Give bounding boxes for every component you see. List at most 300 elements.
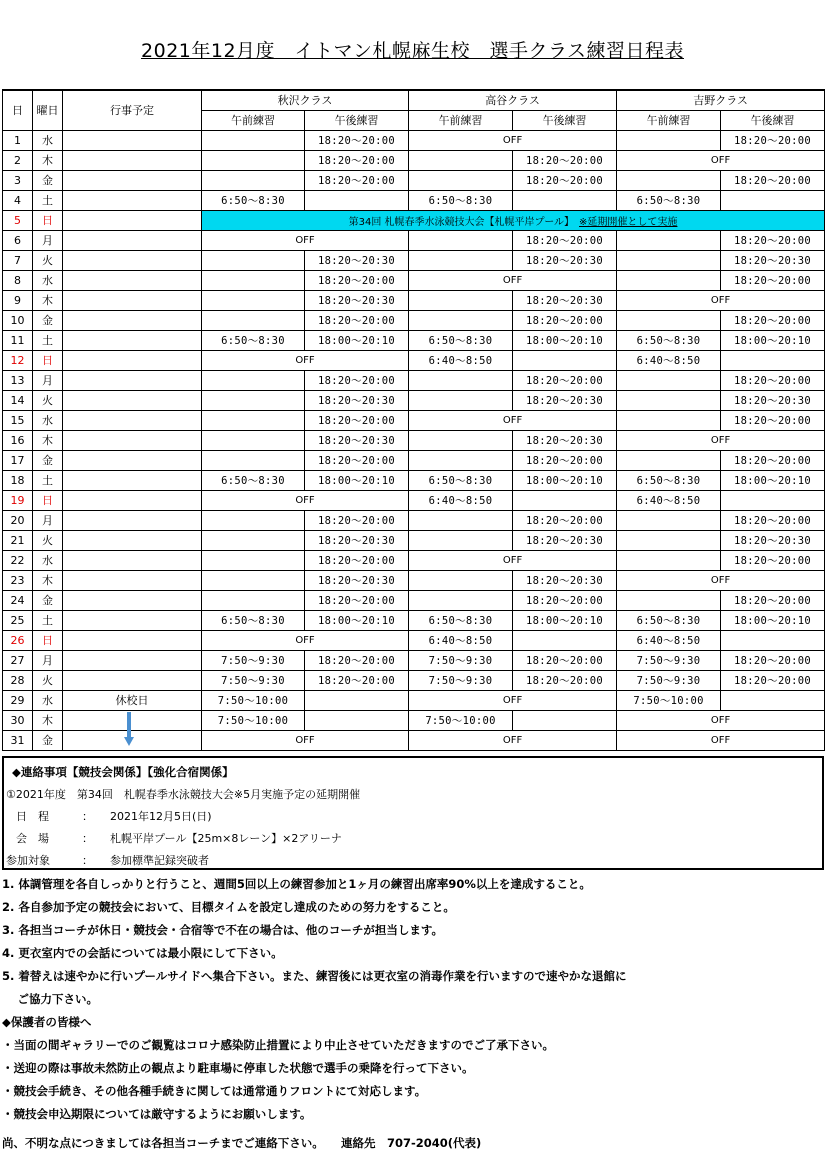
parents-heading: ◆保護者の皆様へ bbox=[2, 1015, 92, 1029]
pm-cell: 18:00～20:10 bbox=[721, 470, 825, 490]
weekday-cell: 水 bbox=[33, 550, 63, 570]
contact-detail-venue bbox=[16, 830, 342, 846]
am-cell bbox=[202, 510, 305, 530]
table-row bbox=[3, 610, 825, 630]
pm-cell: 18:20～20:00 bbox=[721, 670, 825, 690]
off-cell: OFF bbox=[617, 290, 825, 310]
header-pm: 午後練習 bbox=[721, 110, 825, 130]
contact-detail-schedule bbox=[16, 808, 212, 824]
off-cell: OFF bbox=[409, 270, 617, 290]
header-pm: 午後練習 bbox=[513, 110, 617, 130]
off-cell: OFF bbox=[202, 630, 409, 650]
pm-cell bbox=[721, 190, 825, 210]
event-cell bbox=[63, 230, 202, 250]
day-cell: 11 bbox=[3, 330, 33, 350]
day-cell: 18 bbox=[3, 470, 33, 490]
table-row bbox=[3, 270, 825, 290]
pm-cell bbox=[721, 630, 825, 650]
detail-colon: ： bbox=[82, 832, 93, 845]
pm-cell: 18:20～20:30 bbox=[305, 250, 409, 270]
pm-cell: 18:20～20:00 bbox=[721, 270, 825, 290]
table-row bbox=[3, 190, 825, 210]
event-cell bbox=[63, 210, 202, 230]
note-line: 2. 各自参加予定の競技会において、目標タイムを設定し達成のための努力をすること。 bbox=[2, 900, 455, 914]
am-cell bbox=[202, 310, 305, 330]
am-cell bbox=[617, 130, 721, 150]
weekday-cell: 土 bbox=[33, 190, 63, 210]
table-row bbox=[3, 550, 825, 570]
am-cell bbox=[409, 370, 513, 390]
pm-cell: 18:20～20:00 bbox=[305, 510, 409, 530]
pm-cell: 18:20～20:00 bbox=[721, 130, 825, 150]
am-cell bbox=[202, 450, 305, 470]
am-cell: 6:50～8:30 bbox=[202, 190, 305, 210]
table-row bbox=[3, 490, 825, 510]
off-cell: OFF bbox=[617, 570, 825, 590]
pm-cell: 18:20～20:30 bbox=[513, 430, 617, 450]
event-banner-text: 第34回 札幌春季水泳競技大会【札幌平岸プール】 bbox=[348, 216, 570, 228]
pm-cell: 18:20～20:00 bbox=[721, 310, 825, 330]
pm-cell bbox=[305, 690, 409, 710]
am-cell bbox=[202, 430, 305, 450]
day-cell: 24 bbox=[3, 590, 33, 610]
weekday-cell: 水 bbox=[33, 690, 63, 710]
event-cell bbox=[63, 370, 202, 390]
table-row bbox=[3, 690, 825, 710]
day-cell: 22 bbox=[3, 550, 33, 570]
pm-cell: 18:20～20:00 bbox=[513, 450, 617, 470]
pm-cell: 18:20～20:00 bbox=[513, 150, 617, 170]
pm-cell: 18:20～20:30 bbox=[305, 430, 409, 450]
am-cell bbox=[202, 370, 305, 390]
am-cell bbox=[617, 510, 721, 530]
off-cell: OFF bbox=[409, 730, 617, 750]
off-cell: OFF bbox=[202, 230, 409, 250]
day-cell: 27 bbox=[3, 650, 33, 670]
am-cell bbox=[202, 390, 305, 410]
table-row bbox=[3, 650, 825, 670]
pm-cell bbox=[513, 350, 617, 370]
day-cell: 30 bbox=[3, 710, 33, 730]
pm-cell: 18:20～20:00 bbox=[513, 310, 617, 330]
off-cell: OFF bbox=[409, 130, 617, 150]
weekday-cell: 日 bbox=[33, 630, 63, 650]
pm-cell: 18:20～20:00 bbox=[305, 370, 409, 390]
header-pm: 午後練習 bbox=[305, 110, 409, 130]
day-cell: 8 bbox=[3, 270, 33, 290]
day-cell: 26 bbox=[3, 630, 33, 650]
am-cell bbox=[409, 530, 513, 550]
header-weekday: 曜日 bbox=[33, 90, 63, 130]
pm-cell: 18:20～20:30 bbox=[513, 390, 617, 410]
table-row bbox=[3, 130, 825, 150]
weekday-cell: 日 bbox=[33, 490, 63, 510]
pm-cell: 18:20～20:30 bbox=[513, 570, 617, 590]
am-cell: 7:50～9:30 bbox=[202, 650, 305, 670]
pm-cell: 18:20～20:00 bbox=[513, 510, 617, 530]
pm-cell bbox=[513, 710, 617, 730]
pm-cell: 18:20～20:00 bbox=[721, 590, 825, 610]
pm-cell: 18:00～20:10 bbox=[513, 610, 617, 630]
day-cell: 14 bbox=[3, 390, 33, 410]
pm-cell: 18:20～20:00 bbox=[305, 550, 409, 570]
am-cell bbox=[409, 230, 513, 250]
pm-cell: 18:20～20:00 bbox=[305, 450, 409, 470]
event-cell bbox=[63, 490, 202, 510]
pm-cell: 18:00～20:10 bbox=[305, 610, 409, 630]
pm-cell: 18:20～20:30 bbox=[721, 530, 825, 550]
am-cell bbox=[409, 570, 513, 590]
am-cell bbox=[202, 410, 305, 430]
day-cell: 10 bbox=[3, 310, 33, 330]
event-cell bbox=[63, 410, 202, 430]
header-class-takaya: 高谷クラス bbox=[409, 90, 617, 110]
day-cell: 12 bbox=[3, 350, 33, 370]
off-cell: OFF bbox=[202, 490, 409, 510]
pm-cell: 18:20～20:30 bbox=[305, 570, 409, 590]
pm-cell: 18:20～20:30 bbox=[513, 530, 617, 550]
am-cell bbox=[202, 590, 305, 610]
header-am: 午前練習 bbox=[202, 110, 305, 130]
weekday-cell: 水 bbox=[33, 270, 63, 290]
event-cell bbox=[63, 430, 202, 450]
am-cell: 6:50～8:30 bbox=[617, 470, 721, 490]
am-cell bbox=[617, 590, 721, 610]
pm-cell: 18:20～20:00 bbox=[513, 230, 617, 250]
day-cell: 17 bbox=[3, 450, 33, 470]
am-cell bbox=[617, 170, 721, 190]
off-cell: OFF bbox=[617, 710, 825, 730]
pm-cell: 18:20～20:30 bbox=[305, 530, 409, 550]
weekday-cell: 土 bbox=[33, 610, 63, 630]
down-arrow-icon bbox=[124, 712, 134, 746]
am-cell bbox=[409, 390, 513, 410]
note-line: ご協力下さい。 bbox=[2, 992, 99, 1006]
event-cell bbox=[63, 510, 202, 530]
detail-label: 日 程 bbox=[16, 810, 49, 823]
pm-cell: 18:20～20:00 bbox=[721, 450, 825, 470]
pm-cell: 18:20～20:00 bbox=[513, 650, 617, 670]
table-row bbox=[3, 150, 825, 170]
table-row bbox=[3, 390, 825, 410]
table-row bbox=[3, 210, 825, 230]
am-cell bbox=[409, 150, 513, 170]
detail-colon: ： bbox=[82, 854, 93, 867]
am-cell bbox=[202, 270, 305, 290]
detail-colon: ： bbox=[82, 810, 93, 823]
off-cell: OFF bbox=[617, 430, 825, 450]
pm-cell: 18:20～20:00 bbox=[721, 230, 825, 250]
event-cell bbox=[63, 470, 202, 490]
event-cell bbox=[63, 670, 202, 690]
event-cell bbox=[63, 610, 202, 630]
pm-cell: 18:00～20:10 bbox=[305, 330, 409, 350]
weekday-cell: 月 bbox=[33, 510, 63, 530]
off-cell: OFF bbox=[409, 410, 617, 430]
am-cell bbox=[617, 370, 721, 390]
am-cell bbox=[617, 530, 721, 550]
am-cell bbox=[617, 450, 721, 470]
am-cell bbox=[617, 310, 721, 330]
contact-item-1: ①2021年度 第34回 札幌春季水泳競技大会※5月実施予定の延期開催 bbox=[6, 788, 361, 801]
event-cell bbox=[63, 530, 202, 550]
day-cell: 7 bbox=[3, 250, 33, 270]
pm-cell: 18:20～20:30 bbox=[305, 290, 409, 310]
table-row bbox=[3, 330, 825, 350]
pm-cell bbox=[513, 630, 617, 650]
weekday-cell: 火 bbox=[33, 390, 63, 410]
schedule-body bbox=[3, 130, 825, 750]
am-cell: 6:50～8:30 bbox=[409, 470, 513, 490]
day-cell: 23 bbox=[3, 570, 33, 590]
day-cell: 9 bbox=[3, 290, 33, 310]
pm-cell: 18:20～20:30 bbox=[305, 390, 409, 410]
am-cell bbox=[617, 410, 721, 430]
day-cell: 20 bbox=[3, 510, 33, 530]
am-cell bbox=[409, 290, 513, 310]
am-cell bbox=[617, 270, 721, 290]
table-row bbox=[3, 370, 825, 390]
pm-cell: 18:20～20:00 bbox=[721, 550, 825, 570]
weekday-cell: 木 bbox=[33, 430, 63, 450]
weekday-cell: 日 bbox=[33, 350, 63, 370]
table-row bbox=[3, 590, 825, 610]
am-cell: 7:50～10:00 bbox=[202, 710, 305, 730]
am-cell: 7:50～9:30 bbox=[202, 670, 305, 690]
am-cell bbox=[202, 130, 305, 150]
weekday-cell: 木 bbox=[33, 290, 63, 310]
day-cell: 16 bbox=[3, 430, 33, 450]
am-cell: 7:50～9:30 bbox=[409, 670, 513, 690]
am-cell: 7:50～9:30 bbox=[617, 650, 721, 670]
am-cell bbox=[617, 550, 721, 570]
table-row bbox=[3, 290, 825, 310]
event-cell bbox=[63, 390, 202, 410]
event-cell: 休校日 bbox=[63, 690, 202, 710]
event-cell bbox=[63, 590, 202, 610]
event-cell bbox=[63, 350, 202, 370]
detail-label: 会 場 bbox=[16, 832, 49, 845]
weekday-cell: 木 bbox=[33, 570, 63, 590]
note-line: 3. 各担当コーチが休日・競技会・合宿等で不在の場合は、他のコーチが担当します。 bbox=[2, 923, 443, 937]
pm-cell: 18:20～20:00 bbox=[305, 650, 409, 670]
am-cell bbox=[617, 250, 721, 270]
event-cell bbox=[63, 150, 202, 170]
pm-cell bbox=[513, 490, 617, 510]
pm-cell: 18:20～20:00 bbox=[305, 170, 409, 190]
pm-cell: 18:20～20:00 bbox=[513, 170, 617, 190]
note-line: 1. 体調管理を各自しっかりと行うこと、週間5回以上の練習参加と1ヶ月の練習出席率90%以上を達成すること。 bbox=[2, 877, 591, 891]
weekday-cell: 火 bbox=[33, 530, 63, 550]
pm-cell: 18:20～20:00 bbox=[305, 590, 409, 610]
note-line: ・当面の間ギャラリーでのご観覧はコロナ感染防止措置により中止させていただきますのでご了承下さい。 bbox=[2, 1038, 554, 1052]
event-cell bbox=[63, 330, 202, 350]
pm-cell: 18:00～20:10 bbox=[513, 470, 617, 490]
note-line: 4. 更衣室内での会話については最小限にして下さい。 bbox=[2, 946, 283, 960]
am-cell: 6:50～8:30 bbox=[202, 470, 305, 490]
am-cell bbox=[202, 530, 305, 550]
am-cell: 6:50～8:30 bbox=[409, 190, 513, 210]
event-cell bbox=[63, 270, 202, 290]
header-events: 行事予定 bbox=[63, 90, 202, 130]
am-cell bbox=[202, 550, 305, 570]
pm-cell: 18:20～20:00 bbox=[513, 370, 617, 390]
pm-cell: 18:20～20:30 bbox=[721, 390, 825, 410]
day-cell: 21 bbox=[3, 530, 33, 550]
event-cell bbox=[63, 630, 202, 650]
table-row bbox=[3, 250, 825, 270]
detail-value: 札幌平岸プール【25m×8レーン】×2アリーナ bbox=[110, 832, 342, 845]
pm-cell: 18:20～20:00 bbox=[305, 270, 409, 290]
weekday-cell: 日 bbox=[33, 210, 63, 230]
am-cell: 6:50～8:30 bbox=[409, 330, 513, 350]
pm-cell: 18:20～20:00 bbox=[721, 170, 825, 190]
weekday-cell: 金 bbox=[33, 730, 63, 750]
am-cell bbox=[202, 570, 305, 590]
weekday-cell: 金 bbox=[33, 310, 63, 330]
event-cell bbox=[63, 170, 202, 190]
schedule-table bbox=[2, 89, 825, 751]
day-cell: 28 bbox=[3, 670, 33, 690]
note-line: ・送迎の際は事故未然防止の観点より駐車場に停車した状態で選手の乗降を行って下さい。 bbox=[2, 1061, 474, 1075]
table-row bbox=[3, 450, 825, 470]
day-cell: 19 bbox=[3, 490, 33, 510]
am-cell bbox=[202, 150, 305, 170]
pm-cell bbox=[721, 690, 825, 710]
header-am: 午前練習 bbox=[409, 110, 513, 130]
event-banner-note: ※延期開催として実施 bbox=[579, 216, 678, 228]
weekday-cell: 金 bbox=[33, 450, 63, 470]
event-cell bbox=[63, 450, 202, 470]
am-cell: 6:50～8:30 bbox=[409, 610, 513, 630]
am-cell: 6:50～8:30 bbox=[617, 190, 721, 210]
am-cell bbox=[409, 590, 513, 610]
pm-cell bbox=[513, 190, 617, 210]
am-cell: 6:40～8:50 bbox=[617, 630, 721, 650]
contact-detail-target bbox=[6, 852, 209, 868]
pm-cell: 18:20～20:00 bbox=[721, 650, 825, 670]
event-cell bbox=[63, 190, 202, 210]
table-row bbox=[3, 230, 825, 250]
am-cell bbox=[617, 390, 721, 410]
table-row bbox=[3, 510, 825, 530]
contact-heading: ◆連絡事項【競技会関係】【強化合宿関係】 bbox=[12, 765, 234, 779]
detail-value: 2021年12月5日(日) bbox=[110, 810, 212, 823]
weekday-cell: 土 bbox=[33, 330, 63, 350]
day-cell: 25 bbox=[3, 610, 33, 630]
day-cell: 2 bbox=[3, 150, 33, 170]
am-cell: 6:40～8:50 bbox=[617, 490, 721, 510]
table-row bbox=[3, 410, 825, 430]
detail-value: 参加標準記録突破者 bbox=[110, 854, 209, 867]
day-cell: 4 bbox=[3, 190, 33, 210]
am-cell: 7:50～10:00 bbox=[617, 690, 721, 710]
event-cell bbox=[63, 570, 202, 590]
am-cell bbox=[202, 250, 305, 270]
am-cell bbox=[409, 430, 513, 450]
event-cell bbox=[63, 310, 202, 330]
pm-cell: 18:20～20:00 bbox=[305, 670, 409, 690]
pm-cell: 18:20～20:00 bbox=[721, 510, 825, 530]
detail-label: 参加対象 bbox=[6, 854, 50, 867]
weekday-cell: 月 bbox=[33, 230, 63, 250]
weekday-cell: 木 bbox=[33, 710, 63, 730]
off-cell: OFF bbox=[409, 690, 617, 710]
table-row bbox=[3, 630, 825, 650]
day-cell: 13 bbox=[3, 370, 33, 390]
weekday-cell: 月 bbox=[33, 650, 63, 670]
pm-cell: 18:20～20:30 bbox=[721, 250, 825, 270]
weekday-cell: 月 bbox=[33, 370, 63, 390]
weekday-cell: 木 bbox=[33, 150, 63, 170]
note-line: ・競技会申込期限については厳守するようにお願いします。 bbox=[2, 1107, 312, 1121]
pm-cell: 18:00～20:10 bbox=[721, 330, 825, 350]
pm-cell: 18:20～20:30 bbox=[513, 250, 617, 270]
table-row bbox=[3, 430, 825, 450]
pm-cell: 18:20～20:00 bbox=[305, 150, 409, 170]
pm-cell: 18:20～20:00 bbox=[305, 310, 409, 330]
table-row bbox=[3, 470, 825, 490]
am-cell: 7:50～9:30 bbox=[617, 670, 721, 690]
am-cell bbox=[617, 230, 721, 250]
off-cell: OFF bbox=[617, 730, 825, 750]
pm-cell: 18:20～20:00 bbox=[721, 410, 825, 430]
am-cell bbox=[202, 290, 305, 310]
am-cell: 6:50～8:30 bbox=[617, 330, 721, 350]
weekday-cell: 水 bbox=[33, 130, 63, 150]
am-cell bbox=[409, 450, 513, 470]
event-cell bbox=[63, 650, 202, 670]
contact-box bbox=[2, 756, 824, 870]
pm-cell: 18:20～20:00 bbox=[513, 670, 617, 690]
am-cell: 6:50～8:30 bbox=[202, 610, 305, 630]
am-cell: 7:50～9:30 bbox=[409, 650, 513, 670]
pm-cell: 18:00～20:10 bbox=[721, 610, 825, 630]
table-row bbox=[3, 170, 825, 190]
table-row bbox=[3, 670, 825, 690]
event-cell bbox=[63, 250, 202, 270]
am-cell: 7:50～10:00 bbox=[202, 690, 305, 710]
pm-cell: 18:20～20:30 bbox=[513, 290, 617, 310]
off-cell: OFF bbox=[409, 550, 617, 570]
pm-cell: 18:00～20:10 bbox=[305, 470, 409, 490]
weekday-cell: 火 bbox=[33, 250, 63, 270]
table-row bbox=[3, 570, 825, 590]
pm-cell: 18:20～20:00 bbox=[305, 130, 409, 150]
off-cell: OFF bbox=[202, 730, 409, 750]
am-cell bbox=[409, 170, 513, 190]
weekday-cell: 土 bbox=[33, 470, 63, 490]
day-cell: 1 bbox=[3, 130, 33, 150]
am-cell: 6:50～8:30 bbox=[617, 610, 721, 630]
off-cell: OFF bbox=[202, 350, 409, 370]
am-cell: 6:40～8:50 bbox=[409, 490, 513, 510]
day-cell: 29 bbox=[3, 690, 33, 710]
weekday-cell: 水 bbox=[33, 410, 63, 430]
event-cell bbox=[63, 290, 202, 310]
pm-cell: 18:20～20:00 bbox=[305, 410, 409, 430]
day-cell: 31 bbox=[3, 730, 33, 750]
am-cell: 7:50～10:00 bbox=[409, 710, 513, 730]
pm-cell bbox=[305, 710, 409, 730]
off-cell: OFF bbox=[617, 150, 825, 170]
header-class-yoshino: 吉野クラス bbox=[617, 90, 825, 110]
table-row bbox=[3, 530, 825, 550]
table-row bbox=[3, 350, 825, 370]
table-row bbox=[3, 310, 825, 330]
note-line: 5. 着替えは速やかに行いプールサイドへ集合下さい。また、練習後には更衣室の消毒作業を行いますので速やかな退館に bbox=[2, 969, 627, 983]
am-cell: 6:40～8:50 bbox=[409, 630, 513, 650]
